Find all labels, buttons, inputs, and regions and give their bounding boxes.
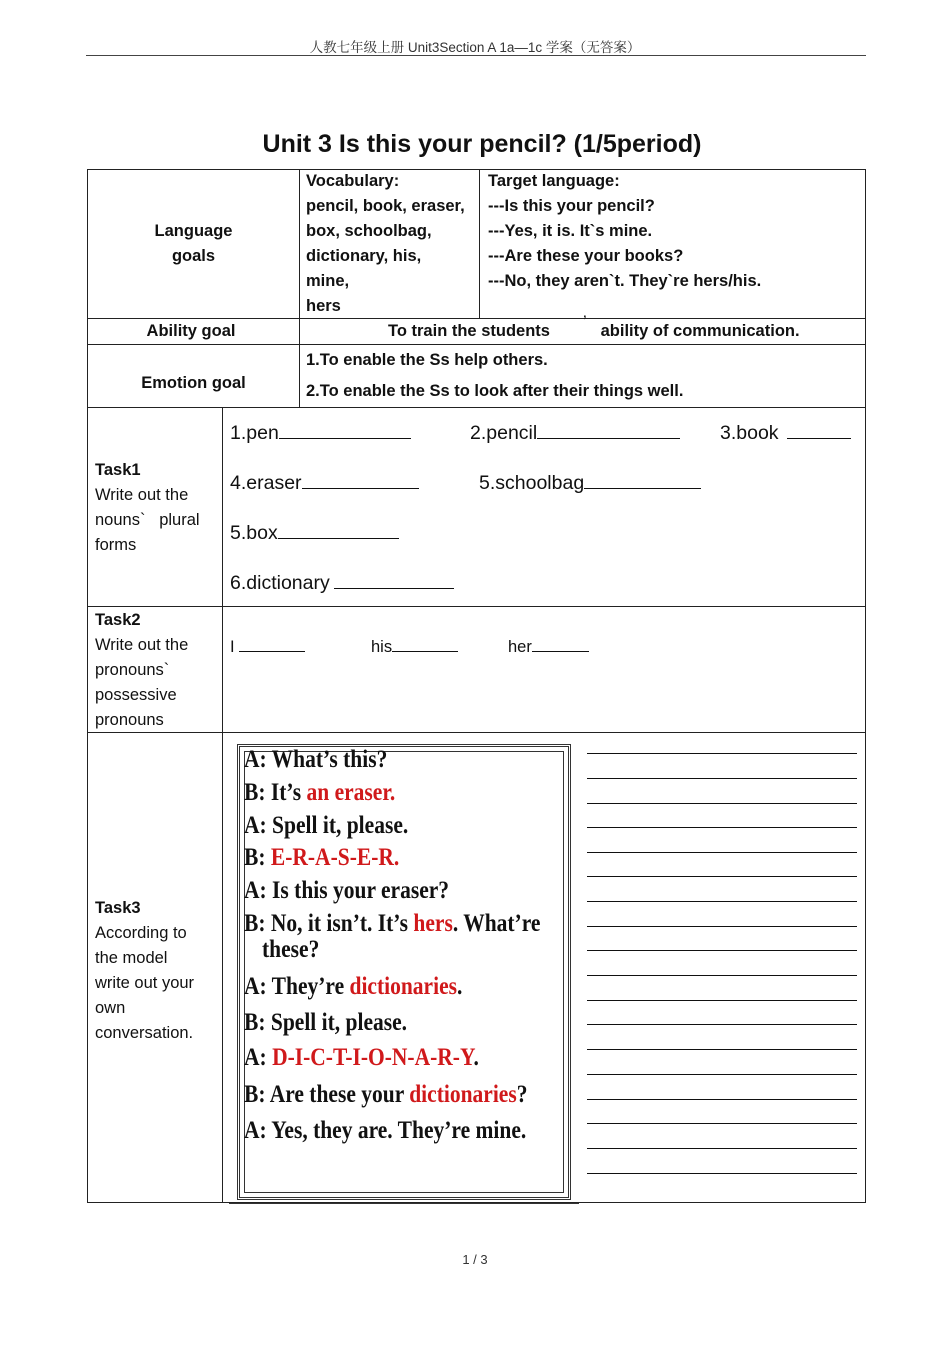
dialogue-line: these? [262, 936, 320, 963]
writing-line[interactable] [587, 1024, 857, 1025]
answer-blank[interactable] [334, 572, 454, 589]
writing-line[interactable] [587, 1173, 857, 1174]
writing-line[interactable] [587, 753, 857, 754]
writing-line[interactable] [587, 975, 857, 976]
writing-line[interactable] [587, 827, 857, 828]
answer-blank[interactable] [537, 422, 680, 439]
task2-item-his: his [371, 635, 458, 660]
target-language-list: Target language: ---Is this your pencil? ---Yes, it is. It`s mine. ---Are these your books? ---No, they aren`t. They`re hers/his. [488, 172, 762, 290]
document-title: Unit 3 Is this your pencil? (1/5period) [262, 130, 702, 158]
writing-line[interactable] [587, 1148, 857, 1149]
task1-item-book: 3.book [720, 421, 851, 446]
writing-line[interactable] [587, 901, 857, 902]
ability-goal-text: To train the students ’ ability of communication. [388, 313, 800, 340]
page-header: 人教七年级上册 Unit3Section A 1a—1c 学案（无答案） [309, 40, 641, 55]
writing-line[interactable] [587, 926, 857, 927]
answer-blank[interactable] [279, 422, 411, 439]
writing-line[interactable] [587, 876, 857, 877]
header-divider [86, 55, 866, 56]
model-underline [229, 1203, 579, 1204]
writing-line[interactable] [587, 1099, 857, 1100]
task1-item-pen: 1.pen [230, 421, 411, 446]
answer-blank[interactable] [239, 635, 305, 652]
task1-description: Task1 Write out the nouns` plural forms [95, 461, 200, 554]
dialogue-line: B: E-R-A-S-E-R. [244, 844, 400, 871]
task1-item-eraser: 4.eraser [230, 471, 419, 496]
task1-item-pencil: 2.pencil [470, 421, 680, 446]
emotion-goal-label: Emotion goal [141, 374, 246, 392]
emotion-goal-item-2: 2.To enable the Ss to look after their things well. [306, 382, 684, 400]
answer-blank[interactable] [278, 522, 399, 539]
writing-line[interactable] [587, 1000, 857, 1001]
task2-description: Task2 Write out the pronouns` possessive pronouns [95, 611, 189, 729]
task2-item-her: her [508, 635, 589, 660]
writing-line[interactable] [587, 1074, 857, 1075]
dialogue-line: B: It’s an eraser. [244, 779, 396, 806]
task2-content-cell [222, 606, 866, 733]
writing-line[interactable] [587, 778, 857, 779]
dialogue-line: B: Are these your dictionaries? [244, 1081, 528, 1108]
dialogue-line: B: No, it isn’t. It’s hers. What’re [244, 910, 541, 937]
dialogue-line: A: Is this your eraser? [244, 877, 450, 904]
dialogue-line: A: Spell it, please. [244, 812, 409, 839]
writing-line[interactable] [587, 1123, 857, 1124]
answer-blank[interactable] [302, 472, 419, 489]
page-number: 1 / 3 [462, 1252, 488, 1267]
dialogue-line: A: Yes, they are. They’re mine. [244, 1117, 527, 1144]
answer-blank[interactable] [532, 635, 589, 652]
writing-line[interactable] [587, 950, 857, 951]
dialogue-line: A: D-I-C-T-I-O-N-A-R-Y. [244, 1044, 479, 1071]
task2-item-i: I [230, 635, 305, 660]
emotion-goal-item-1: 1.To enable the Ss help others. [306, 351, 548, 369]
answer-blank[interactable] [584, 472, 701, 489]
vocabulary-list: Vocabulary: pencil, book, eraser, box, schoolbag, dictionary, his, mine, hers [306, 172, 465, 315]
dialogue-line: A: They’re dictionaries. [244, 973, 463, 1000]
dialogue-line: B: Spell it, please. [244, 1009, 408, 1036]
dialogue-line: A: What’s this? [244, 746, 388, 773]
ability-goal-label: Ability goal [146, 322, 236, 340]
answer-blank[interactable] [392, 635, 458, 652]
writing-line[interactable] [587, 1049, 857, 1050]
task1-item-box: 5.box [230, 521, 399, 546]
task3-description: Task3 According to the model write out your own conversation. [95, 899, 195, 1042]
task1-item-dictionary: 6.dictionary [230, 571, 454, 596]
answer-blank[interactable] [787, 422, 851, 439]
writing-line[interactable] [587, 803, 857, 804]
writing-line[interactable] [587, 852, 857, 853]
language-goals-label: Language goals [154, 222, 233, 265]
task1-item-schoolbag: 5.schoolbag [479, 471, 701, 496]
